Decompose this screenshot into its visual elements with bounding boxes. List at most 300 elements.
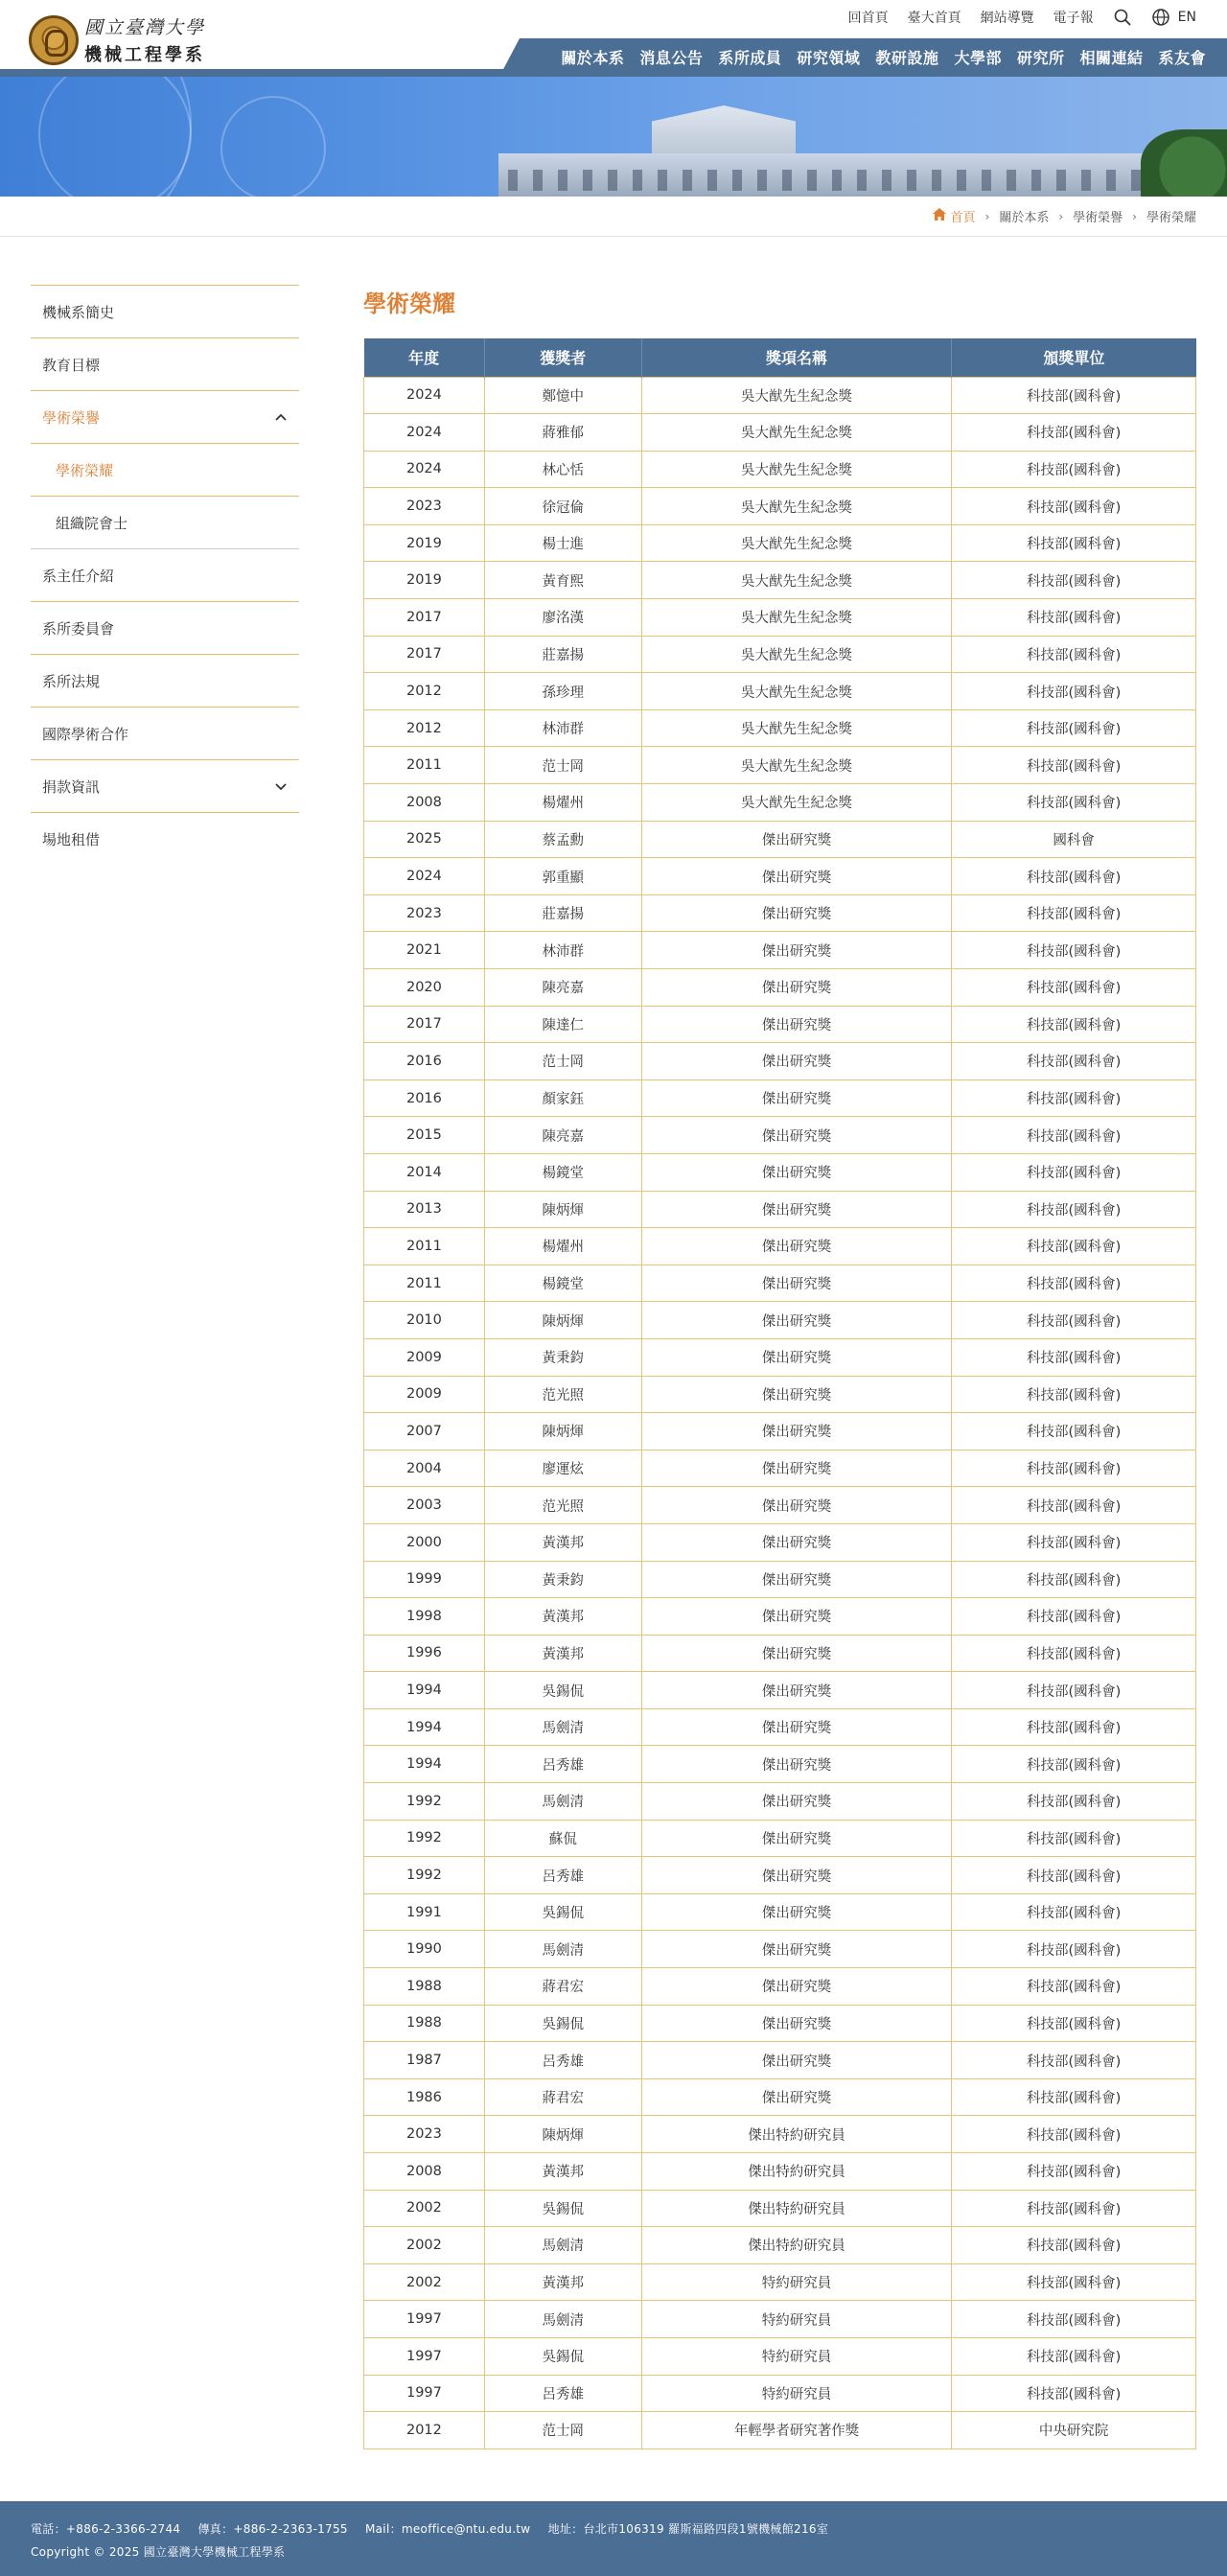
cell-recipient: 吳錫侃 [484,1672,641,1709]
sidebar [31,285,299,2449]
cell-recipient: 黃漢邦 [484,1635,641,1672]
cell-organization: 科技部(國科會) [952,1265,1196,1302]
table-row [364,1265,1196,1302]
awards-table [363,338,1196,2449]
cell-award: 吳大猷先生紀念獎 [641,377,952,414]
cell-year: 1997 [364,2337,485,2375]
util-link-ntu[interactable]: 臺大首頁 [907,11,961,26]
cell-organization: 科技部(國科會) [952,1857,1196,1894]
cell-organization: 科技部(國科會) [952,673,1196,710]
table-row [364,1376,1196,1413]
cell-award: 傑出研究獎 [641,1561,952,1598]
breadcrumb-current: 學術榮耀 [1146,211,1196,225]
cell-organization: 科技部(國科會) [952,1338,1196,1376]
cell-award: 年輕學者研究著作獎 [641,2412,952,2449]
cell-recipient: 陳達仁 [484,1006,641,1043]
table-row [364,709,1196,747]
cell-organization: 科技部(國科會) [952,636,1196,673]
cell-organization: 中央研究院 [952,2412,1196,2449]
cell-organization: 科技部(國科會) [952,1153,1196,1191]
chevron-down-icon [274,779,288,793]
util-link-newsletter[interactable]: 電子報 [1053,11,1094,26]
cell-organization: 科技部(國科會) [952,1635,1196,1672]
column-header-award: 獎項名稱 [641,338,952,377]
column-header-organization: 頒獎單位 [952,338,1196,377]
cell-organization: 科技部(國科會) [952,747,1196,784]
cell-recipient: 范光照 [484,1376,641,1413]
cell-organization: 科技部(國科會) [952,2078,1196,2116]
cell-organization: 科技部(國科會) [952,2375,1196,2412]
cell-award: 傑出研究獎 [641,2005,952,2042]
table-row [364,747,1196,784]
cell-award: 傑出研究獎 [641,1857,952,1894]
cell-recipient: 林心恬 [484,451,641,488]
cell-recipient: 范光照 [484,1487,641,1524]
sidebar-item-donation[interactable]: 捐款資訊 [31,760,299,813]
cell-recipient: 廖洺漢 [484,599,641,637]
cell-award: 吳大猷先生紀念獎 [641,636,952,673]
table-row [364,1893,1196,1931]
cell-organization: 科技部(國科會) [952,1820,1196,1857]
nav-news[interactable]: 消息公告 [639,48,704,67]
cell-year: 1994 [364,1672,485,1709]
cell-recipient: 陳炳煇 [484,1191,641,1228]
table-row [364,1820,1196,1857]
cell-award: 吳大猷先生紀念獎 [641,599,952,637]
cell-award: 特約研究員 [641,2337,952,2375]
table-row [364,2337,1196,2375]
table-row [364,1153,1196,1191]
sidebar-item-regulations[interactable]: 系所法規 [31,655,299,708]
table-row [364,562,1196,599]
table-row [364,2375,1196,2412]
cell-award: 特約研究員 [641,2263,952,2301]
sidebar-item-goals[interactable]: 教育目標 [31,338,299,391]
table-row [364,488,1196,525]
cell-year: 2023 [364,2116,485,2153]
table-row [364,1413,1196,1450]
cell-organization: 科技部(國科會) [952,562,1196,599]
table-row [364,2116,1196,2153]
cell-recipient: 陳炳煇 [484,2116,641,2153]
cell-organization: 科技部(國科會) [952,894,1196,932]
cell-recipient: 蘇侃 [484,1820,641,1857]
language-switch[interactable] [1151,8,1196,27]
cell-recipient: 馬劍清 [484,2227,641,2264]
page-title: 學術榮耀 [363,290,455,317]
cell-year: 1994 [364,1746,485,1783]
table-row [364,1672,1196,1709]
cell-recipient: 莊嘉揚 [484,894,641,932]
cell-recipient: 蔣雅郁 [484,414,641,452]
cell-recipient: 黃漢邦 [484,1523,641,1561]
cell-organization: 科技部(國科會) [952,969,1196,1007]
cell-organization: 科技部(國科會) [952,1893,1196,1931]
table-header-row [364,338,1196,377]
table-row [364,1191,1196,1228]
cell-year: 2009 [364,1338,485,1376]
nav-alumni[interactable]: 系友會 [1158,48,1206,67]
cell-award: 傑出研究獎 [641,1931,952,1968]
cell-organization: 科技部(國科會) [952,1968,1196,2006]
cell-year: 2024 [364,858,485,895]
cell-organization: 科技部(國科會) [952,709,1196,747]
cell-year: 2024 [364,414,485,452]
sidebar-item-chair[interactable]: 系主任介紹 [31,549,299,602]
table-row [364,673,1196,710]
cell-award: 傑出研究獎 [641,1413,952,1450]
table-row [364,2190,1196,2227]
hero-banner [0,77,1227,197]
cell-award: 傑出研究獎 [641,2078,952,2116]
cell-organization: 科技部(國科會) [952,1672,1196,1709]
table-row [364,969,1196,1007]
main-content [363,285,1196,2449]
cell-organization: 科技部(國科會) [952,2190,1196,2227]
cell-award: 傑出研究獎 [641,1338,952,1376]
cell-organization: 科技部(國科會) [952,1079,1196,1117]
cell-award: 吳大猷先生紀念獎 [641,451,952,488]
cell-year: 2007 [364,1413,485,1450]
cell-year: 2023 [364,894,485,932]
cell-recipient: 吳錫侃 [484,2190,641,2227]
table-row [364,784,1196,822]
cell-award: 傑出研究獎 [641,1376,952,1413]
table-row [364,1968,1196,2006]
cell-year: 2016 [364,1079,485,1117]
cell-year: 2008 [364,2153,485,2191]
cell-award: 傑出研究獎 [641,1450,952,1487]
cell-organization: 科技部(國科會) [952,1523,1196,1561]
table-row [364,1857,1196,1894]
cell-year: 2017 [364,636,485,673]
cell-organization: 科技部(國科會) [952,1931,1196,1968]
cell-year: 2019 [364,524,485,562]
cell-recipient: 馬劍清 [484,1708,641,1746]
cell-award: 傑出特約研究員 [641,2116,952,2153]
cell-recipient: 范士岡 [484,747,641,784]
cell-year: 1998 [364,1598,485,1636]
cell-year: 2015 [364,1117,485,1154]
cell-award: 特約研究員 [641,2301,952,2338]
cell-organization: 科技部(國科會) [952,1302,1196,1339]
cell-organization: 科技部(國科會) [952,414,1196,452]
cell-year: 2023 [364,488,485,525]
cell-recipient: 黃秉鈞 [484,1338,641,1376]
cell-year: 1992 [364,1820,485,1857]
cell-year: 1997 [364,2375,485,2412]
cell-recipient: 陳炳煇 [484,1413,641,1450]
cell-award: 傑出研究獎 [641,1191,952,1228]
cell-recipient: 鄭憶中 [484,377,641,414]
cell-year: 1996 [364,1635,485,1672]
cell-recipient: 馬劍清 [484,1931,641,1968]
cell-year: 2025 [364,821,485,858]
nav-undergraduate[interactable]: 大學部 [954,48,1002,67]
cell-award: 傑出研究獎 [641,1043,952,1080]
cell-recipient: 黃育熙 [484,562,641,599]
cell-year: 2012 [364,673,485,710]
cell-year: 1991 [364,1893,485,1931]
cell-year: 1994 [364,1708,485,1746]
cell-recipient: 呂秀雄 [484,1746,641,1783]
nav-graduate[interactable]: 研究所 [1016,48,1065,67]
utility-nav [848,8,1196,27]
cell-award: 傑出研究獎 [641,1708,952,1746]
cell-award: 傑出研究獎 [641,1672,952,1709]
table-row [364,2227,1196,2264]
cell-year: 1992 [364,1857,485,1894]
cell-recipient: 呂秀雄 [484,2375,641,2412]
globe-icon [1151,8,1170,27]
cell-award: 傑出研究獎 [641,1006,952,1043]
chevron-right-icon: › [1058,209,1064,223]
cell-year: 1997 [364,2301,485,2338]
cell-organization: 科技部(國科會) [952,524,1196,562]
table-row [364,451,1196,488]
cell-organization: 國科會 [952,821,1196,858]
table-row [364,1598,1196,1636]
cell-organization: 科技部(國科會) [952,1708,1196,1746]
cell-award: 吳大猷先生紀念獎 [641,524,952,562]
nav-research[interactable]: 研究領域 [797,48,861,67]
cell-recipient: 呂秀雄 [484,1857,641,1894]
cell-recipient: 黃漢邦 [484,1598,641,1636]
cell-year: 2011 [364,747,485,784]
sidebar-item-committee[interactable]: 系所委員會 [31,602,299,655]
sidebar-subitem-academic-glory[interactable]: 學術榮耀 [31,444,299,497]
footer-phone: 電話：+886-2-3366-2744 [31,2522,181,2536]
cell-award: 傑出研究獎 [641,821,952,858]
cell-recipient: 吳錫侃 [484,2005,641,2042]
cell-award: 傑出研究獎 [641,969,952,1007]
nav-facilities[interactable]: 教研設施 [875,48,939,67]
cell-award: 吳大猷先生紀念獎 [641,673,952,710]
cell-recipient: 范士岡 [484,2412,641,2449]
table-row [364,1228,1196,1265]
cell-organization: 科技部(國科會) [952,1117,1196,1154]
cell-award: 特約研究員 [641,2375,952,2412]
cell-organization: 科技部(國科會) [952,1487,1196,1524]
table-row [364,1043,1196,1080]
cell-recipient: 陳炳煇 [484,1302,641,1339]
cell-organization: 科技部(國科會) [952,1450,1196,1487]
cell-recipient: 顏家鈺 [484,1079,641,1117]
cell-year: 1988 [364,1968,485,2006]
cell-organization: 科技部(國科會) [952,858,1196,895]
cell-organization: 科技部(國科會) [952,2301,1196,2338]
cell-organization: 科技部(國科會) [952,2005,1196,2042]
main-nav [520,38,1227,75]
cell-award: 吳大猷先生紀念獎 [641,488,952,525]
table-row [364,599,1196,637]
table-row [364,1523,1196,1561]
cell-year: 2020 [364,969,485,1007]
cell-award: 傑出研究獎 [641,1079,952,1117]
logo-university-name: 國立臺灣大學 [84,17,206,38]
cell-year: 2004 [364,1450,485,1487]
table-row [364,1117,1196,1154]
cell-year: 2008 [364,784,485,822]
cell-award: 吳大猷先生紀念獎 [641,784,952,822]
search-icon[interactable] [1113,8,1132,27]
cell-award: 傑出特約研究員 [641,2190,952,2227]
cell-recipient: 蔡孟勳 [484,821,641,858]
cell-organization: 科技部(國科會) [952,2227,1196,2264]
table-body [364,377,1196,2448]
cell-recipient: 林沛群 [484,709,641,747]
cell-year: 2009 [364,1376,485,1413]
sidebar-item-international[interactable]: 國際學術合作 [31,708,299,760]
cell-year: 2024 [364,451,485,488]
cell-year: 2024 [364,377,485,414]
breadcrumb-home[interactable]: 首頁 [933,207,976,225]
cell-award: 傑出研究獎 [641,1820,952,1857]
column-header-recipient: 獲獎者 [484,338,641,377]
cell-recipient: 林沛群 [484,932,641,969]
cell-organization: 科技部(國科會) [952,1006,1196,1043]
cell-organization: 科技部(國科會) [952,2116,1196,2153]
cell-award: 傑出研究獎 [641,894,952,932]
table-row [364,2042,1196,2079]
cell-award: 吳大猷先生紀念獎 [641,414,952,452]
breadcrumb [0,197,1227,237]
cell-recipient: 呂秀雄 [484,2042,641,2079]
cell-award: 傑出研究獎 [641,932,952,969]
cell-award: 傑出研究獎 [641,1746,952,1783]
cell-recipient: 范士岡 [484,1043,641,1080]
nav-members[interactable]: 系所成員 [718,48,782,67]
cell-award: 傑出特約研究員 [641,2153,952,2191]
table-row [364,1561,1196,1598]
sidebar-item-honors[interactable]: 學術榮譽 [31,391,299,444]
table-row [364,932,1196,969]
cell-award: 傑出研究獎 [641,1153,952,1191]
util-link-home[interactable]: 回首頁 [847,11,889,26]
cell-recipient: 黃漢邦 [484,2263,641,2301]
cell-organization: 科技部(國科會) [952,1598,1196,1636]
nav-links[interactable]: 相關連結 [1079,48,1144,67]
cell-year: 1986 [364,2078,485,2116]
table-row [364,1746,1196,1783]
cell-organization: 科技部(國科會) [952,1191,1196,1228]
cell-year: 2002 [364,2227,485,2264]
cell-award: 傑出研究獎 [641,858,952,895]
cell-award: 吳大猷先生紀念獎 [641,747,952,784]
cell-recipient: 黃漢邦 [484,2153,641,2191]
site-logo[interactable] [29,13,205,66]
cell-award: 傑出研究獎 [641,1598,952,1636]
cell-recipient: 楊燿州 [484,784,641,822]
table-row [364,1302,1196,1339]
table-row [364,377,1196,414]
table-row [364,1708,1196,1746]
table-row [364,2153,1196,2191]
language-label: EN [1177,10,1196,25]
table-row [364,1338,1196,1376]
footer-address: 地址：台北市106319 羅斯福路四段1號機械館216室 [547,2522,829,2536]
sidebar-item-venue-rental[interactable]: 場地租借 [42,831,101,848]
cell-recipient: 楊燿州 [484,1228,641,1265]
table-row [364,2301,1196,2338]
cell-award: 傑出研究獎 [641,2042,952,2079]
cell-recipient: 馬劍清 [484,1783,641,1821]
cell-recipient: 吳錫侃 [484,1893,641,1931]
cell-organization: 科技部(國科會) [952,1043,1196,1080]
cell-year: 2014 [364,1153,485,1191]
site-header [0,0,1227,77]
cell-recipient: 馬劍清 [484,2301,641,2338]
cell-year: 2019 [364,562,485,599]
cell-organization: 科技部(國科會) [952,2337,1196,2375]
cell-organization: 科技部(國科會) [952,377,1196,414]
cell-year: 2017 [364,1006,485,1043]
cell-recipient: 陳亮嘉 [484,1117,641,1154]
cell-year: 1988 [364,2005,485,2042]
chevron-right-icon: › [1132,209,1137,223]
cell-year: 2000 [364,1523,485,1561]
breadcrumb-item[interactable]: 學術榮譽 [1073,211,1123,225]
cell-award: 傑出特約研究員 [641,2227,952,2264]
cell-award: 傑出研究獎 [641,1635,952,1672]
cell-recipient: 蔣君宏 [484,1968,641,2006]
table-row [364,1783,1196,1821]
table-row [364,2263,1196,2301]
cell-recipient: 徐冠倫 [484,488,641,525]
cell-recipient: 郭重顯 [484,858,641,895]
table-row [364,414,1196,452]
table-row [364,1487,1196,1524]
cell-year: 2012 [364,709,485,747]
content-area [0,237,1227,2449]
cell-year: 2011 [364,1265,485,1302]
cell-organization: 科技部(國科會) [952,1228,1196,1265]
column-header-year: 年度 [364,338,485,377]
breadcrumb-item[interactable]: 關於本系 [999,211,1050,225]
sidebar-subitem-fellows[interactable]: 組織院會士 [31,497,299,549]
site-footer [0,2501,1227,2576]
cell-year: 2010 [364,1302,485,1339]
table-row [364,894,1196,932]
cell-award: 傑出研究獎 [641,1968,952,2006]
cell-organization: 科技部(國科會) [952,1376,1196,1413]
sidebar-item-history[interactable]: 機械系簡史 [31,286,299,338]
cell-year: 2012 [364,2412,485,2449]
cell-award: 傑出研究獎 [641,1893,952,1931]
cell-recipient: 陳亮嘉 [484,969,641,1007]
cell-organization: 科技部(國科會) [952,932,1196,969]
cell-recipient: 楊鏡堂 [484,1265,641,1302]
university-seal-icon [29,15,79,65]
footer-mail[interactable]: Mail：meoffice@ntu.edu.tw [365,2522,531,2536]
cell-year: 2003 [364,1487,485,1524]
cell-organization: 科技部(國科會) [952,1783,1196,1821]
cell-organization: 科技部(國科會) [952,784,1196,822]
cell-award: 傑出研究獎 [641,1228,952,1265]
cell-award: 傑出研究獎 [641,1487,952,1524]
cell-year: 2002 [364,2190,485,2227]
cell-organization: 科技部(國科會) [952,1746,1196,1783]
cell-year: 1999 [364,1561,485,1598]
util-link-sitemap[interactable]: 網站導覽 [980,11,1034,26]
table-row [364,2412,1196,2449]
footer-copyright: Copyright © 2025 國立臺灣大學機械工程學系 [31,2545,286,2559]
nav-about[interactable]: 關於本系 [561,48,625,67]
cell-organization: 科技部(國科會) [952,2153,1196,2191]
footer-fax: 傳真：+886-2-2363-1755 [197,2522,348,2536]
chevron-right-icon: › [984,209,990,223]
cell-year: 2016 [364,1043,485,1080]
